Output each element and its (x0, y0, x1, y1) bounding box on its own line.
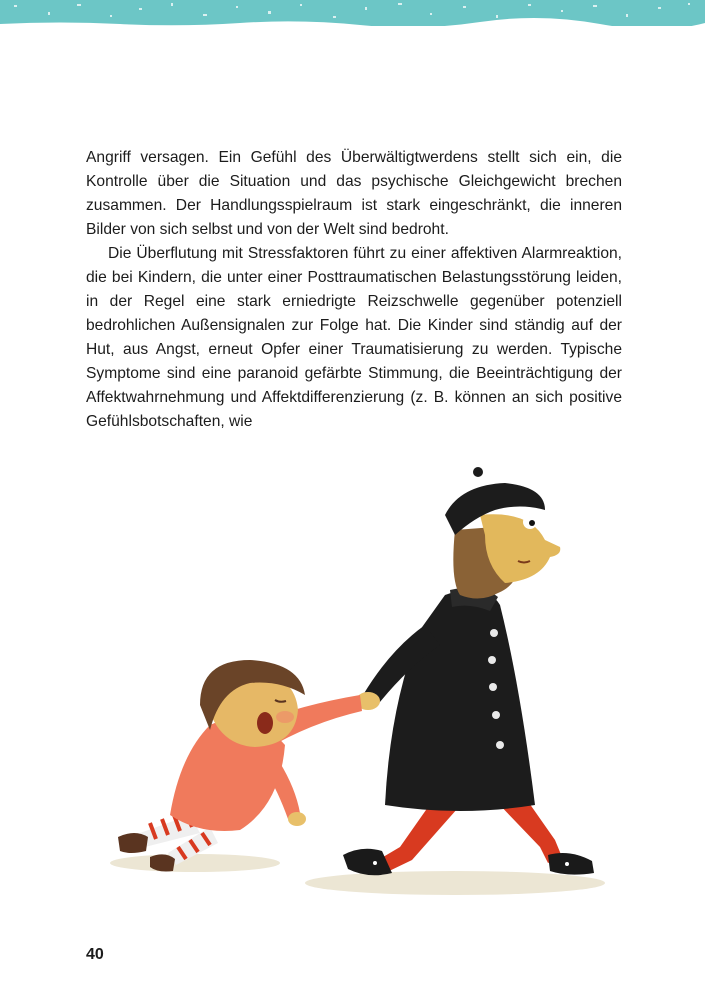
decorative-top-band (0, 0, 705, 26)
illustration-woman-dragging-child (100, 455, 610, 915)
body-text (86, 146, 622, 434)
page-number: 40 (86, 946, 104, 963)
paragraph-2: Die Überflutung mit Stressfaktoren führt zu einer affektiven Alarmreaktion, die bei Kindern, die unter einer Posttraumatischen Belastungsstörung leiden, in der Regel eine stark erniedrigte Reizschwelle gegenüber potenziell bedrohlichen Außensignalen zur Folge hat. Die Kinder sind ständig auf der Hut, aus Angst, erneut Opfer einer Traumatisierung zu werden. Typische Symptome sind eine paranoid gefärbte Stimmung, die Beeinträchtigung der Affektwahrnehmung und Affektdifferenzierung (z. B. können an sich positive Gefühlsbotschaften, wie (86, 245, 622, 430)
paragraph-1: Angriff versagen. Ein Gefühl des Überwältigtwerdens stellt sich ein, die Kontrolle über die Situation und das psychische Gleichgewicht brechen zusammen. Der Handlungsspielraum ist stark eingeschränkt, die inneren Bilder von sich selbst und von der Welt sind bedroht. (86, 149, 622, 238)
